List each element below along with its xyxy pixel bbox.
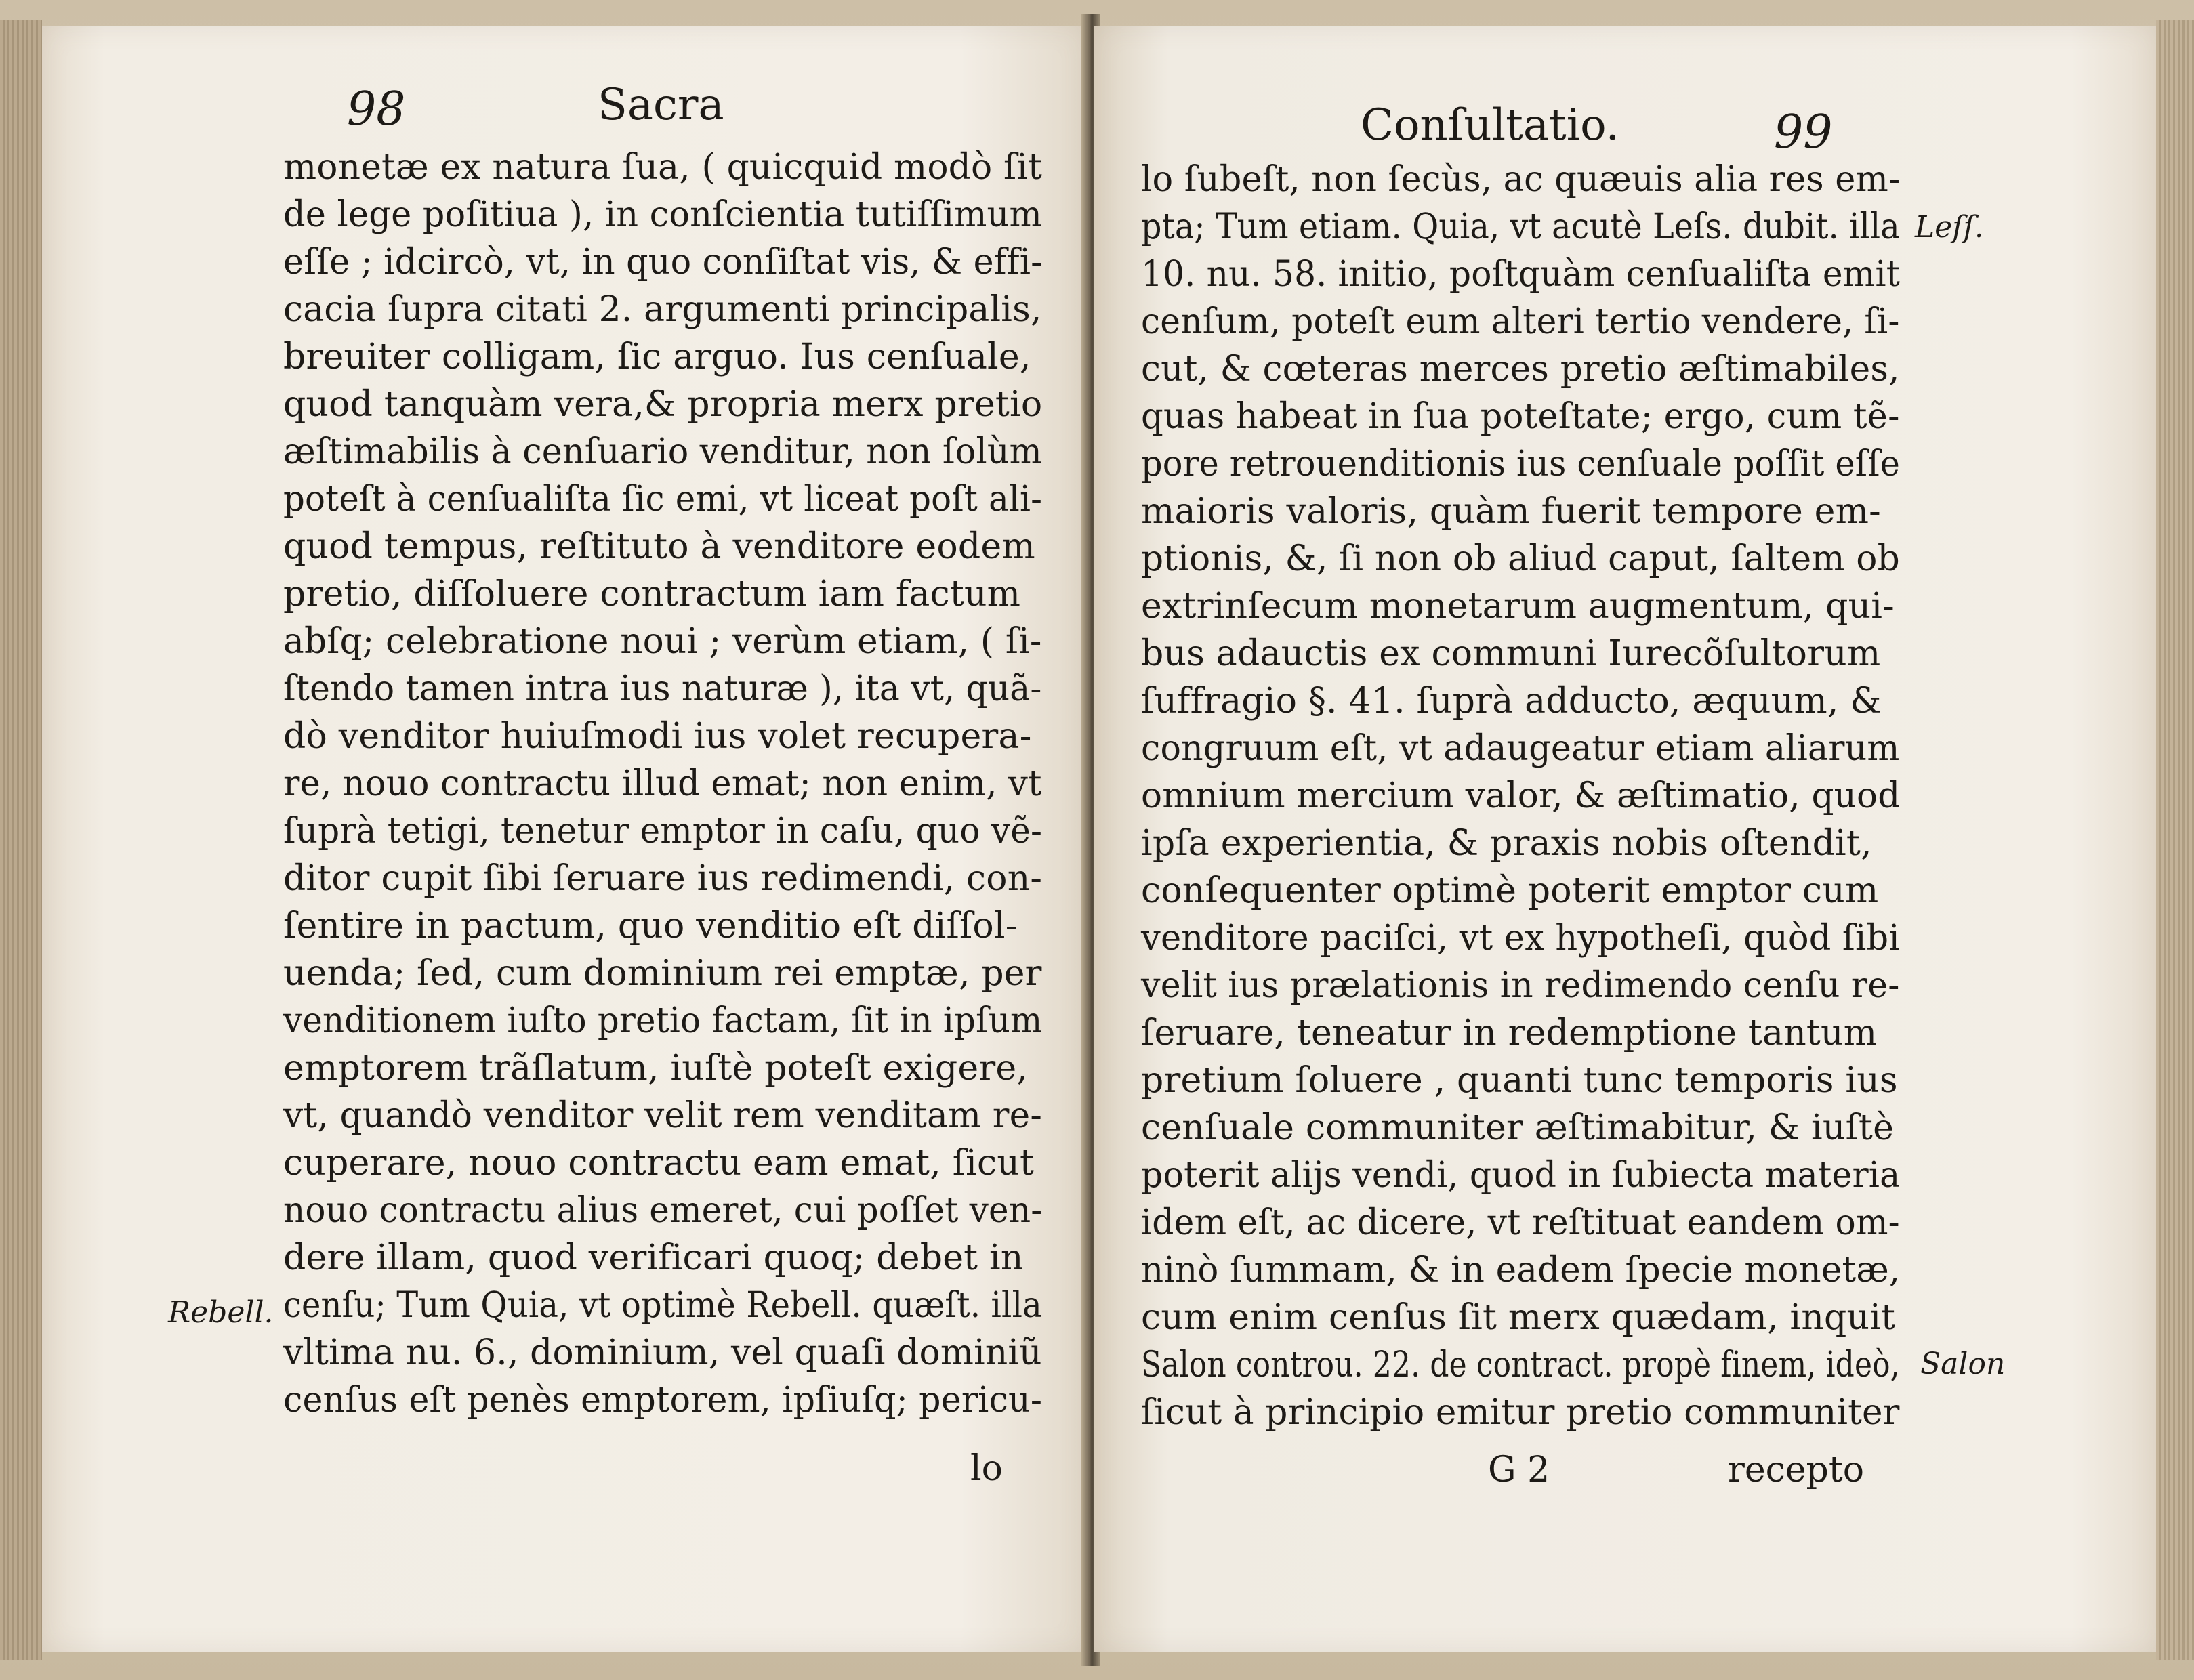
text-line: quod tanquàm vera,& propria merx pretio (283, 384, 1043, 425)
left-folio-number: 98 (347, 83, 406, 136)
text-line: idem eſt, ac dicere, vt reſtituat eandem om- (1141, 1202, 1900, 1243)
text-line: cenſu; Tum Quia, vt optimè Rebell. quæſt. illa (283, 1285, 1042, 1326)
text-line: extrinſecum monetarum augmentum, qui- (1141, 586, 1895, 627)
text-line: cenſum, poteſt eum alteri tertio vendere, ſi- (1141, 301, 1900, 342)
text-line: ſuprà tetigi, tenetur emptor in caſu, quo vẽ- (283, 811, 1043, 852)
text-line: cacia ſupra citati 2. argumenti principalis, (283, 289, 1042, 330)
text-line: ſuffragio §. 41. ſuprà adducto, æquum, & (1141, 681, 1882, 721)
text-line: dere illam, quod verificari quoq; debet in (283, 1238, 1024, 1278)
left-catchword: lo (970, 1448, 1003, 1489)
text-line: nouo contractu alius emeret, cui poſſet ven- (283, 1190, 1043, 1231)
text-line: congruum eſt, vt adaugeatur etiam aliarum (1141, 728, 1900, 769)
text-line: cenſuale communiter æſtimabitur, & iuſtè (1141, 1108, 1895, 1148)
text-line: poteſt à cenſualiſta ſic emi, vt liceat poſt ali- (283, 479, 1043, 520)
text-line: venditionem iuſto pretio factam, ſit in ipſum (283, 1001, 1043, 1041)
right-folio-number: 99 (1774, 106, 1833, 159)
text-line: ptionis, &, ſi non ob aliud caput, ſaltem ob (1141, 539, 1900, 579)
text-line: maioris valoris, quàm fuerit tempore em- (1141, 491, 1881, 532)
right-page-edges (2156, 20, 2194, 1660)
text-line: pore retrouenditionis ius cenſuale poſſit eſſe (1141, 444, 1901, 484)
left-running-head: Sacra (598, 80, 724, 130)
text-line: breuiter colligam, ſic arguo. Ius cenſuale, (283, 337, 1031, 377)
text-line: conſequenter optimè poterit emptor cum (1141, 870, 1879, 911)
text-line: pta; Tum etiam. Quia, vt acutè Leſs. dubit. illa (1141, 207, 1900, 247)
text-line: quod tempus, reſtituto à venditore eodem (283, 526, 1035, 567)
text-line: dò venditor huiuſmodi ius volet recupera- (283, 716, 1032, 757)
right-running-head: Conſultatio. (1361, 100, 1619, 150)
text-line: ſtendo tamen intra ius naturæ ), ita vt, quã- (283, 669, 1042, 709)
signature-mark: G 2 (1488, 1450, 1550, 1490)
text-line: pretium ſoluere , quanti tunc temporis ius (1141, 1060, 1898, 1101)
text-line: quas habeat in ſua poteſtate; ergo, cum tẽ- (1141, 396, 1900, 437)
text-line: emptorem trãſlatum, iuſtè poteſt exigere, (283, 1048, 1029, 1089)
text-line: Salon controu. 22. de contract. propè finem, ideò, (1141, 1345, 1900, 1385)
text-line: lo ſubeſt, non ſecùs, ac quæuis alia res em- (1141, 159, 1901, 200)
text-line: ſeruare, teneatur in redemptione tantum (1141, 1013, 1878, 1053)
text-line: æſtimabilis à cenſuario venditur, non ſolùm (283, 432, 1042, 472)
text-line: poterit alijs vendi, quod in ſubiecta materia (1141, 1155, 1901, 1196)
text-line: re, nouo contractu illud emat; non enim, vt (283, 763, 1042, 804)
text-line: velit ius prælationis in redimendo cenſu re- (1141, 965, 1900, 1006)
left-page-edges (0, 20, 42, 1660)
text-line: de lege poſitiua ), in conſcientia tutiſſimum (283, 194, 1042, 235)
text-line: venditore paciſci, vt ex hypotheſi, quòd ſibi (1141, 918, 1900, 959)
text-line: vltima nu. 6., dominium, vel quaſi dominiũ (283, 1332, 1042, 1373)
text-line: pretio, diſſoluere contractum iam factum (283, 574, 1021, 614)
text-line: omnium mercium valor, & æſtimatio, quod (1141, 776, 1901, 816)
text-line: uenda; ſed, cum dominium rei emptæ, per (283, 953, 1042, 994)
text-line: ſentire in pactum, quo venditio eſt diſſol- (283, 906, 1018, 946)
text-line: abſq; celebratione noui ; verùm etiam, ( ſi- (283, 621, 1042, 662)
text-line: cut, & cœteras merces pretio æſtimabiles, (1141, 349, 1900, 390)
text-line: ditor cupit ſibi ſeruare ius redimendi, con- (283, 858, 1043, 899)
text-line: 10. nu. 58. initio, poſtquàm cenſualiſta emit (1141, 254, 1901, 295)
text-line: eſſe ; idcircò, vt, in quo conſiſtat vis, & effi- (283, 242, 1043, 282)
text-line: monetæ ex natura ſua, ( quicquid modò ſit (283, 147, 1043, 188)
text-line: cuperare, nouo contractu eam emat, ſicut (283, 1143, 1035, 1183)
text-line: ninò ſummam, & in eadem ſpecie monetæ, (1141, 1250, 1901, 1290)
right-margin-note: Salon (1920, 1347, 2006, 1381)
text-line: cum enim cenſus ſit merx quædam, inquit (1141, 1297, 1896, 1338)
right-catchword: recepto (1728, 1450, 1865, 1490)
left-margin-note: Rebell. (168, 1295, 274, 1330)
text-line: bus adauctis ex communi Iurecõſultorum (1141, 633, 1881, 674)
text-line: cenſus eſt penès emptorem, ipſiuſq; pericu- (283, 1380, 1043, 1421)
text-line: vt, quandò venditor velit rem venditam re- (283, 1095, 1043, 1136)
text-line: ſicut à principio emitur pretio communiter (1141, 1392, 1900, 1433)
right-margin-note: Leſſ. (1915, 210, 1984, 245)
text-line: ipſa experientia, & praxis nobis oſtendit, (1141, 823, 1872, 864)
